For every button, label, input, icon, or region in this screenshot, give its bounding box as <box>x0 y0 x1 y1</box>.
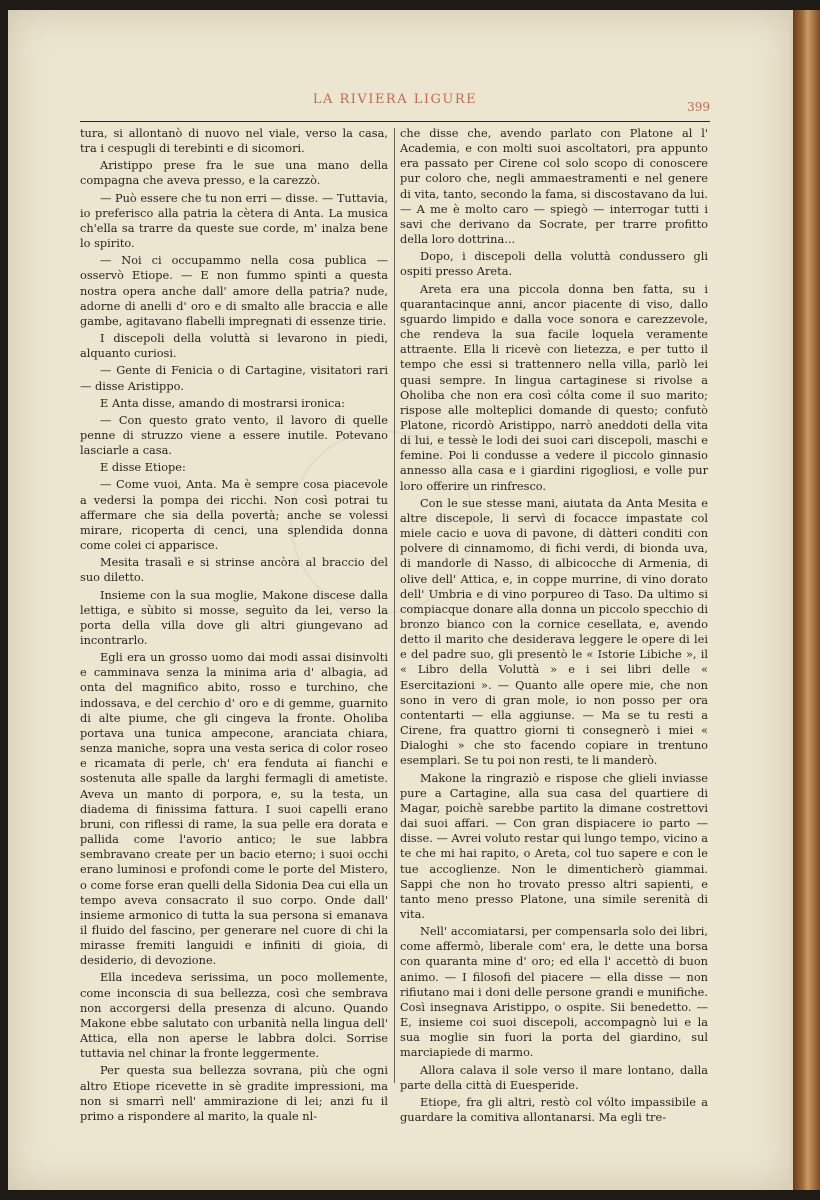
paragraph: Egli era un grosso uomo dai modi assai disinvolti e camminava senza la minima aria d' albagia, ad onta del magnifico abito, rosso e turchino, che indossava, e del cerchio d' oro e di gemme, guarnito di alte piume, che gli cingeva la fronte. Oholiba portava una tunica ampecone, aranciata chiara, senza maniche, sopra una vesta serica di color roseo e ricamata di perle, ch' era fenduta ai fianchi e sostenuta alle spalle da larghi fermagli di ametiste. Aveva un manto di porpora, e, su la testa, un diadema di finissima fattura. I suoi capelli erano bruni, con riflessi di rame, la sua pelle era dorata e pallida come l'avorio antico; le sue labbra sembravano create per un bacio eterno; i suoi occhi erano luminosi e profondi come le porte del Mistero, o come forse eran quelli della Sidonia Dea cui ella un tempo aveva consacrato il suo corpo. Onde dall' insieme armonico di tutta la sua persona si emanava il fluido del fascino, per generare nel cuore di chi la mirasse fremiti languidi e infiniti di gioia, di desiderio, di devozione. <box>80 650 388 968</box>
paragraph: che disse che, avendo parlato con Platone al l' Academia, e con molti suoi ascoltatori, pra appunto era passato per Cirene col solo scopo di conoscere pur coloro che, negli ammaestramenti e nel genere di vita, tanto, secondo la fama, si discostavano da lui. — A me è molto caro — spiegò — interrogar tutti i savi che derivano da Socrate, per trarre profitto della loro dottrina... <box>400 126 708 247</box>
paragraph: I discepoli della voluttà si levarono in piedi, alquanto curiosi. <box>80 331 388 361</box>
paragraph: Nell' accomiatarsi, per compensarla solo dei libri, come affermò, liberale com' era, le dette una borsa con quaranta mine d' oro; ed ella l' accettò di buon animo. — I filosofi del piacere — ella disse — non rifiutano mai i doni delle persone grandi e munifiche. Così insegnava Aristippo, o ospite. Sii benedetto. — E, insieme coi suoi discepoli, accompagnò lui e la sua moglie sin fuori la porta del giardino, sul marciapiede di marmo. <box>400 924 708 1060</box>
right-column <box>400 126 708 1127</box>
journal-title: LA RIVIERA LIGURE <box>312 92 478 107</box>
paragraph: Per questa sua bellezza sovrana, più che ogni altro Etiope ricevette in sè gradite impressioni, ma non si smarrì nell' ammirazione di lei; anzi fu il primo a rispondere al marito, la quale nl- <box>80 1063 388 1123</box>
paragraph: Ella incedeva serissima, un poco mollemente, come inconscia di sua bellezza, così che sembrava non accorgersi della presenza di alcuno. Quando Makone ebbe salutato con urbanità nella lingua dell' Attica, ella non aperse le labbra dolci. Sorrise tuttavia nel chinar la fronte leggermente. <box>80 970 388 1061</box>
column-divider <box>394 128 395 1083</box>
book-spine <box>793 10 820 1190</box>
paragraph: — Gente di Fenicia o di Cartagine, visitatori rari — disse Aristippo. <box>80 363 388 393</box>
paragraph: — Noi ci occupammo nella cosa publica — osservò Etiope. — E non fummo spinti a questa nostra opera anche dall' amore della patria? nude, adorne di anelli d' oro e di smalto alle braccia e alle gambe, agitavano flabelli impregnati di essenze tirie. <box>80 253 388 328</box>
paragraph: — Come vuoi, Anta. Ma è sempre cosa piacevole a vedersi la pompa dei ricchi. Non così potrai tu affermare che sia della povertà; anche se volessi mirare, ricoperta di cenci, una splendida donna come colei ci apparisce. <box>80 477 388 553</box>
running-header <box>80 92 710 114</box>
paragraph: Dopo, i discepoli della voluttà condussero gli ospiti presso Areta. <box>400 249 708 279</box>
paragraph: Insieme con la sua moglie, Makone discese dalla lettiga, e sùbito si mosse, seguìto da lei, verso la porta della villa dove gli altri giungevano ad incontrarlo. <box>80 587 388 647</box>
paragraph: tura, si allontanò di nuovo nel viale, verso la casa, tra i cespugli di terebinti e di sicomori. <box>80 126 388 156</box>
paragraph: E Anta disse, amando di mostrarsi ironica: <box>100 395 345 410</box>
paragraph: Allora calava il sole verso il mare lontano, dalla parte della città di Euesperide. <box>400 1062 708 1092</box>
paragraph: Areta era una piccola donna ben fatta, su i quarantacinque anni, ancor piacente di viso, dallo sguardo limpido e dalla voce sonora e carezzevole, che rendeva la sua facile loquela veramente attraente. Ella li ricevè con lietezza, e per tutto il tempo che essi si trattennero nella villa, parlò lei quasi sempre. In lingua cartaginese si rivolse a Oholiba che non era così cólta come il suo marito; rispose alle molteplici domande di questo; confutò Platone, ricordò Aristippo, narrò aneddoti della vita di lui, e tessè le lodi dei suoi cari discepoli, maschi e femine. Poi li condusse a vedere il piccolo ginnasio annesso alla casa e i giardini rigogliosi, e volle pur loro offerire un rinfresco. <box>400 281 708 493</box>
paragraph: E disse Etiope: <box>100 460 186 475</box>
paragraph: — Può essere che tu non erri — disse. — Tuttavia, io preferisco alla patria la cètera di Anta. La musica ch'ella sa trarre da queste sue corde, m' inalza bene lo spirito. <box>80 190 388 251</box>
paragraph: Etiope, fra gli altri, restò col vólto impassibile a guardare la comitiva allontanarsi. Ma egli tre- <box>400 1094 708 1124</box>
paragraph: Mesita trasalì e si strinse ancòra al braccio del suo diletto. <box>80 555 388 585</box>
left-column <box>80 126 388 1126</box>
paragraph: Aristippo prese fra le sue una mano della compagna che aveva presso, e la carezzò. <box>80 158 388 188</box>
header-rule <box>80 121 710 122</box>
paragraph: — Con questo grato vento, il lavoro di quelle penne di struzzo viene a essere inutile. Potevano lasciarle a casa. <box>80 412 388 458</box>
paragraph: Makone la ringraziò e rispose che glieli inviasse pure a Cartagine, alla sua casa del quartiere di Magar, poichè sarebbe partito la dimane costrettovi dai suoi affari. — Con gran dispiacere io parto — disse. — Avrei voluto restar qui lungo tempo, vicino a te che mi hai rapito, o Areta, col tuo sapere e con le tue accoglienze. Non le dimenticherò giammai. Sappi che non ho trovato presso altri sapienti, e tanto meno presso Platone, una simile serenità di vita. <box>400 770 708 921</box>
page-number: 399 <box>687 100 710 114</box>
paragraph: Con le sue stesse mani, aiutata da Anta Mesita e altre discepole, li servì di focacce impastate col miele cacio e uova di pavone, di dàtteri conditi con polvere di cinnamomo, di fichi verdi, di bionda uva, di mandorle di Nasso, di albicocche di Armenia, di olive dell' Attica, e, in coppe murrine, di vino dorato dell' Umbria e di vino porpureo di Taso. Da ultimo si compiacque donare alla donna un piccolo specchio di bronzo bianco con la cornice cesellata, e, avendo detto il marito che desiderava leggere le opere di lei e del padre suo, gli presentò le « Istorie Libiche », il « Libro della Voluttà » e i sei libri delle « Esercitazioni ». — Quanto alle opere mie, che non sono in vero di gran mole, io non posso per ora contentarti — ella aggiunse. — Ma se tu resti a Cirene, fra quattro giorni ti consegnerò i miei « Dialoghi » che sto facendo copiare in trentuno esemplari. Se tu poi non resti, te li manderò. <box>400 495 708 768</box>
